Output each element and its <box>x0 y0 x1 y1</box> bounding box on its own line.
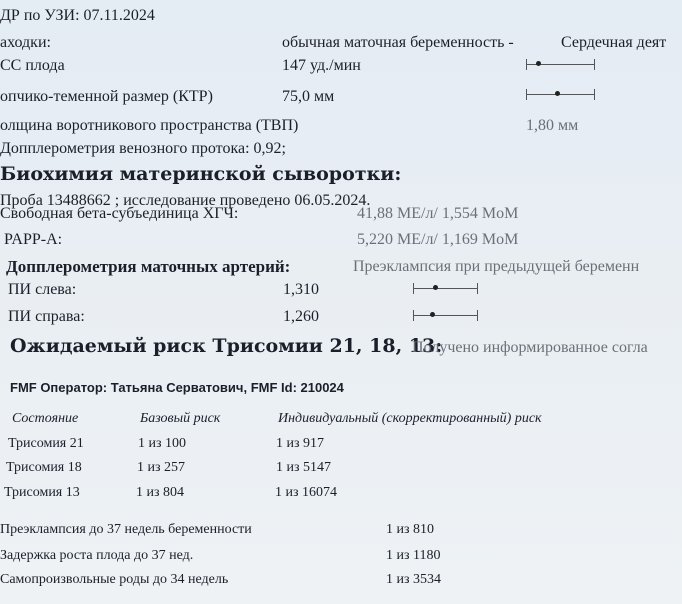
table-row-trisomy21-base: 1 из 100 <box>138 436 187 451</box>
preeclampsia-label: Преэклампсия до 37 недель беременности <box>0 522 252 537</box>
doppler-extra: Преэклампсия при предыдущей беременн <box>353 258 640 275</box>
risk-extra: Получено информированное согла <box>412 339 648 356</box>
risk-title: Ожидаемый риск Трисомии 21, 18, 13: <box>10 335 443 357</box>
left-pi-marker <box>433 285 438 290</box>
pappa-label: PAPP-A: <box>4 231 63 248</box>
biochem-title: Биохимия материнской сыворотки: <box>0 163 402 185</box>
table-row-trisomy13-individual: 1 из 16074 <box>275 485 338 500</box>
table-row-trisomy18-base: 1 из 257 <box>137 460 186 475</box>
preterm-value: 1 из 3534 <box>386 572 442 587</box>
preterm-label: Самопроизвольные роды до 34 недель <box>0 572 229 587</box>
col-header-condition: Состояние <box>12 411 79 426</box>
crl-marker <box>555 91 560 96</box>
right-pi-scale <box>413 310 477 322</box>
table-row-trisomy21-name: Трисомия 21 <box>8 436 84 451</box>
table-row-trisomy13-name: Трисомия 13 <box>4 485 80 500</box>
table-row-trisomy21-individual: 1 из 917 <box>276 436 325 451</box>
table-row-trisomy18-name: Трисомия 18 <box>6 460 82 475</box>
findings-extra: Сердечная деят <box>561 34 667 51</box>
col-header-base-risk: Базовый риск <box>140 411 221 426</box>
doppler-title: Допплерометрия маточных артерий: <box>6 257 291 276</box>
table-row-trisomy13-base: 1 из 804 <box>136 485 185 500</box>
crl-value: 75,0 мм <box>282 88 335 105</box>
sample-info: Проба 13488662 ; исследование проведено 06.05.2024. <box>0 192 371 209</box>
nt-label: олщина воротникового пространства (ТВП) <box>0 117 299 134</box>
ductus-doppler: Допплерометрия венозного протока: 0,92; <box>0 140 286 157</box>
findings-label: аходки: <box>0 34 51 51</box>
left-pi-scale <box>413 283 477 295</box>
findings-value: обычная маточная беременность - <box>282 34 514 51</box>
table-row-trisomy18-individual: 1 из 5147 <box>276 460 332 475</box>
right-pi-label: ПИ справа: <box>8 308 85 325</box>
left-pi-value: 1,310 <box>283 281 319 298</box>
col-header-individual-risk: Индивидуальный (скорректированный) риск <box>278 411 542 426</box>
fgr-value: 1 из 1180 <box>386 548 441 563</box>
crl-scale <box>526 89 594 101</box>
heart-rate-value: 147 уд./мин <box>282 57 361 74</box>
heart-rate-label: СС плода <box>0 57 65 74</box>
right-pi-value: 1,260 <box>283 308 319 325</box>
heart-rate-marker <box>536 61 541 66</box>
heart-rate-scale <box>526 59 594 71</box>
preeclampsia-value: 1 из 810 <box>386 522 435 537</box>
crl-label: опчико-теменной размер (КТР) <box>0 88 213 105</box>
nt-value: 1,80 мм <box>526 117 579 134</box>
right-pi-marker <box>430 312 435 317</box>
bhcg-value: 41,88 МЕ/л/ 1,554 MoM <box>357 205 519 222</box>
fmf-operator: FMF Оператор: Татьяна Серватович, FMF Id: 210024 <box>10 380 344 395</box>
dr-date: ДР по УЗИ: 07.11.2024 <box>0 7 155 24</box>
bhcg-label: Свободная бета-субъединица ХГЧ: <box>0 205 239 222</box>
fgr-label: Задержка роста плода до 37 нед. <box>0 548 194 563</box>
pappa-value: 5,220 МЕ/л/ 1,169 MoM <box>357 231 519 248</box>
left-pi-label: ПИ слева: <box>8 281 77 298</box>
